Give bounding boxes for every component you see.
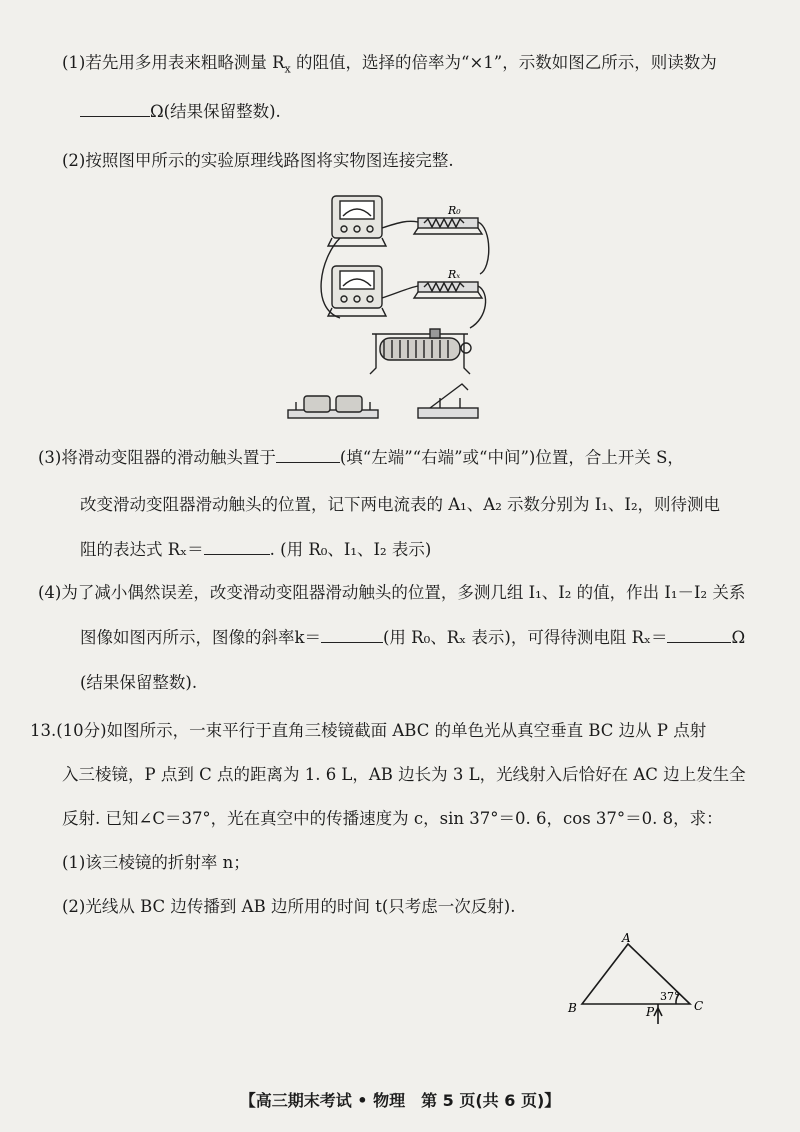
vertex-c-label: C <box>694 999 704 1013</box>
point-p-label: P <box>646 1005 655 1019</box>
knife-switch <box>418 384 478 418</box>
ammeter-a1 <box>328 196 386 246</box>
q13-part1: (1)该三棱镜的折射率 n； <box>62 853 250 872</box>
ammeter-a2 <box>328 266 386 316</box>
q12-part1-line1: (1)若先用多用表来粗略测量 $R_x$ 的阻值，选择的倍率为“×1”，示数如图乙所示，则读数为 <box>62 53 717 76</box>
q13-stem-line1: 13.(10分)如图所示，一束平行于直角三棱镜截面 ABC 的单色光从真空垂直 BC 边从 P 点射 <box>30 721 707 740</box>
vertex-b-label: B <box>568 1001 577 1015</box>
answer-blank-2[interactable] <box>276 446 340 463</box>
q12-part3-line1: (3)将滑动变阻器的滑动触头置于 (填“左端”“右端”或“中间”)位置，合上开关 S， <box>38 448 684 467</box>
q12-part2: (2)按照图甲所示的实验原理线路图将实物图连接完整. <box>62 151 454 170</box>
q13-part2: (2)光线从 BC 边传播到 AB 边所用的时间 t(只考虑一次反射). <box>62 897 516 916</box>
q12-part4-line2: 图像如图丙所示，图像的斜率k＝ (用 R₀、Rₓ 表示)，可得待测电阻 Rₓ＝ Ω <box>80 628 746 647</box>
answer-blank-5[interactable] <box>667 626 731 643</box>
circuit-apparatus-figure <box>280 188 500 438</box>
angle-c-label: 37° <box>660 990 680 1003</box>
q12-part3-line2: 改变滑动变阻器滑动触头的位置，记下两电流表的 A₁、A₂ 示数分别为 I₁、I₂，则待测电 <box>80 495 721 514</box>
prism-triangle-figure <box>560 930 720 1030</box>
q12-part4-line3: (结果保留整数). <box>80 673 198 692</box>
q12-part3-line3: 阻的表达式 Rₓ＝ . (用 R₀、I₁、I₂ 表示) <box>80 540 432 559</box>
q12-part1-line2: Ω(结果保留整数). <box>0 100 800 123</box>
q13-stem-line2: 入三棱镜，P 点到 C 点的距离为 1. 6 L，AB 边长为 3 L，光线射入后恰好在 AC 边上发生全 <box>62 765 746 784</box>
answer-blank-3[interactable] <box>204 538 270 555</box>
q12-part4-line1: (4)为了减小偶然误差，改变滑动变阻器滑动触头的位置，多测几组 I₁、I₂ 的值，作出 I₁－I₂ 关系 <box>38 583 746 602</box>
battery <box>288 396 378 418</box>
sliding-rheostat <box>370 329 471 374</box>
page-footer: 【高三期末考试 • 物理 第 5 页(共 6 页)】 <box>239 1091 561 1110</box>
answer-blank-4[interactable] <box>321 626 383 643</box>
vertex-a-label: A <box>622 931 631 945</box>
label-r0: R₀ <box>448 204 461 217</box>
answer-blank-1[interactable] <box>80 100 150 117</box>
label-rx: Rₓ <box>448 268 461 281</box>
resistor-rx <box>414 282 482 298</box>
q13-stem-line3: 反射. 已知∠C＝37°，光在真空中的传播速度为 c，sin 37°＝0. 6，cos 37°＝0. 8，求： <box>62 809 723 828</box>
resistor-r0 <box>414 218 482 234</box>
